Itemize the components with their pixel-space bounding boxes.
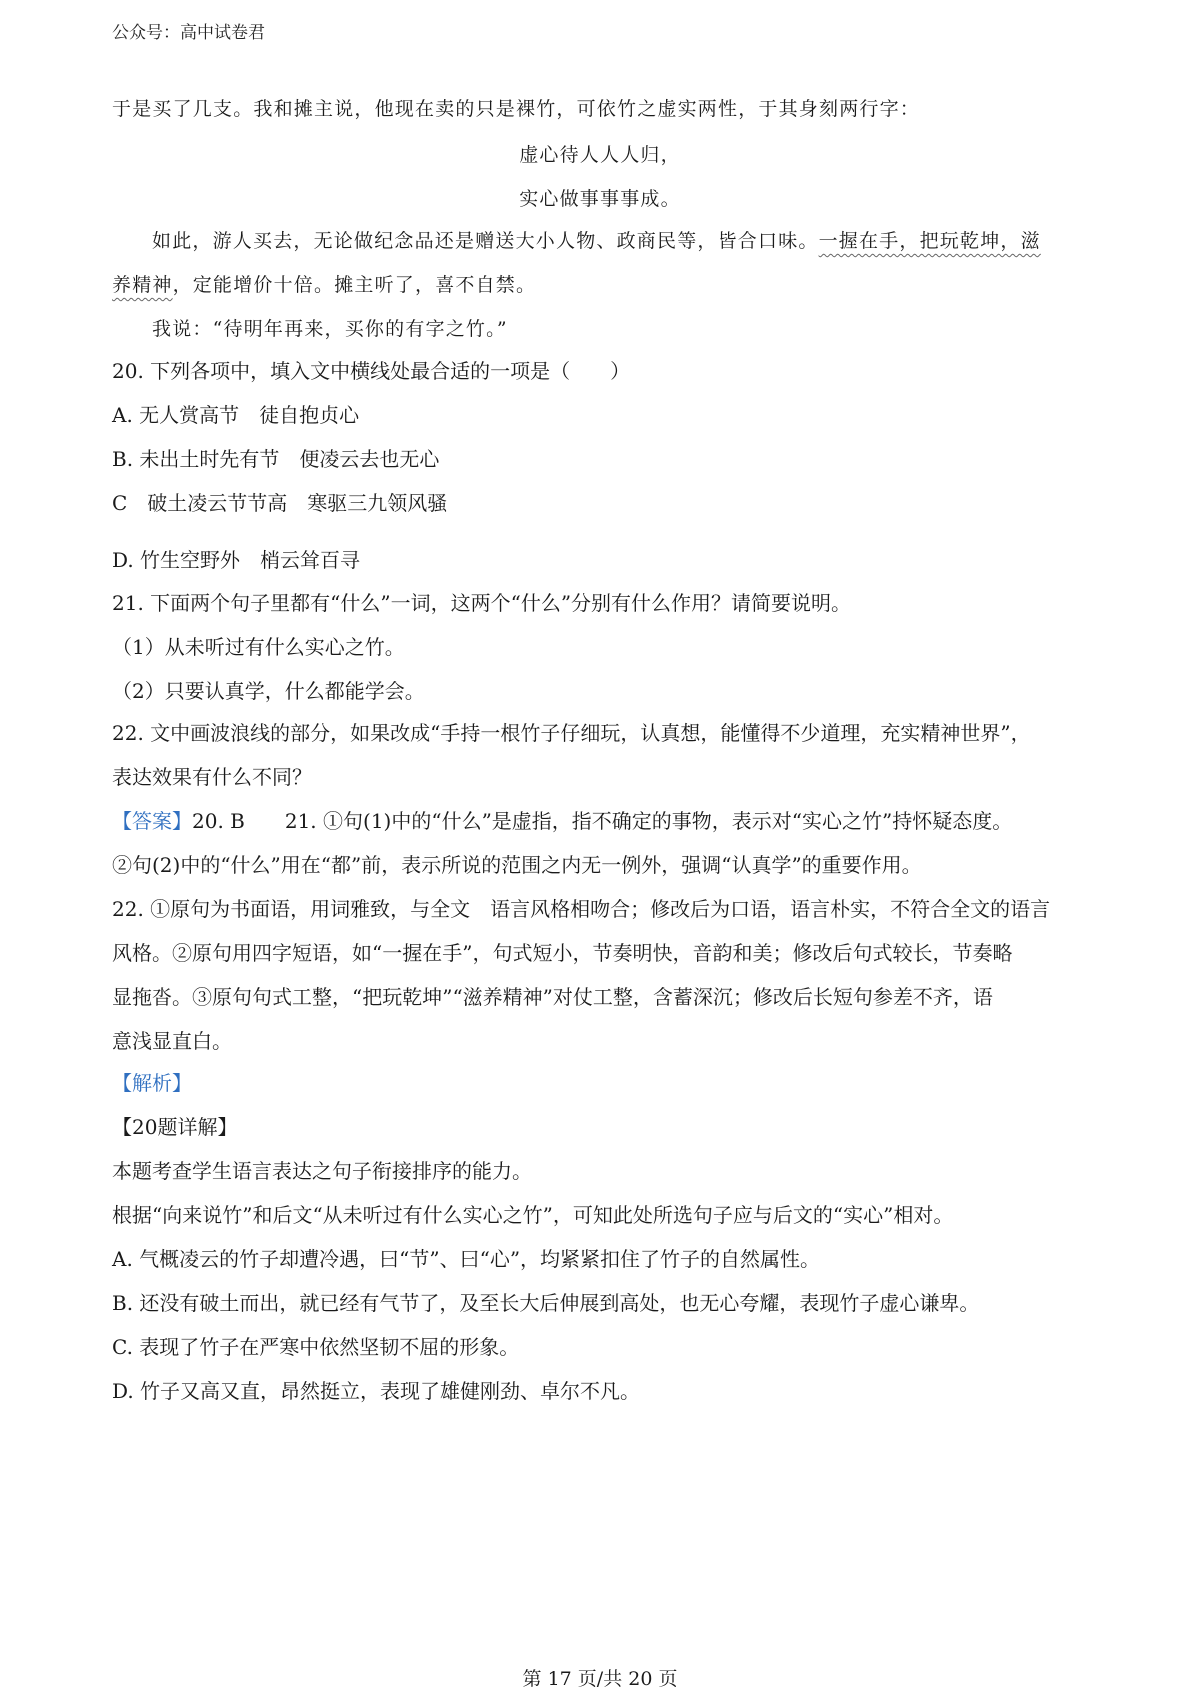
analysis-option-a: A. 气概凌云的竹子却遭冷遇，曰“节”、曰“心”，均紧紧扣住了竹子的自然属性。 bbox=[112, 1247, 821, 1271]
analysis-line-1: 本题考查学生语言表达之句子衔接排序的能力。 bbox=[112, 1159, 532, 1183]
wavy-underlined-text-2: 养精神 bbox=[112, 274, 173, 296]
wavy-underlined-text-1: 一握在手，把玩乾坤，滋 bbox=[818, 230, 1041, 252]
question-21-sentence-2: （2）只要认真学，什么都能学会。 bbox=[112, 679, 425, 703]
passage-line-1: 于是买了几支。我和摊主说，他现在卖的只是裸竹，可依竹之虚实两性，于其身刻两行字： bbox=[112, 98, 921, 120]
answer-line-5: 显拖沓。③原句句式工整，“把玩乾坤”“滋养精神”对仗工整，含蓄深沉；修改后长短句参差不齐，语 bbox=[112, 985, 993, 1009]
analysis-option-c: C. 表现了竹子在严寒中依然坚韧不屈的形象。 bbox=[112, 1335, 520, 1359]
answer-line-6: 意浅显直白。 bbox=[112, 1029, 232, 1053]
question-20: 20. 下列各项中，填入文中横线处最合适的一项是（ ） bbox=[112, 359, 631, 383]
passage-paragraph-2-line-1 bbox=[152, 228, 1041, 254]
couplet-line-2: 实心做事事事成。 bbox=[519, 188, 681, 210]
answer-line-3: 22. ①原句为书面语，用词雅致，与全文 语言风格相吻合；修改后为口语，语言朴实，不符合全文的语言 bbox=[112, 897, 1051, 921]
answer-label: 【答案】 bbox=[112, 809, 192, 833]
question-20-option-a: A. 无人赏高节 徒自抱贞心 bbox=[112, 403, 360, 427]
question-22-line-1: 22. 文中画波浪线的部分，如果改成“手持一根竹子仔细玩，认真想，能懂得不少道理，充实精神世界”， bbox=[112, 721, 1031, 745]
analysis-label: 【解析】 bbox=[112, 1071, 192, 1095]
question-20-option-c: C 破土凌云节节高 寒驱三九领风骚 bbox=[112, 491, 448, 515]
passage-p2-start: 如此，游人买去，无论做纪念品还是赠送大小人物、政商民等，皆合口味。 bbox=[152, 230, 819, 252]
analysis-option-b: B. 还没有破土而出，就已经有气节了，及至长大后伸展到高处，也无心夸耀，表现竹子虚心谦卑。 bbox=[112, 1291, 980, 1315]
question-21: 21. 下面两个句子里都有“什么”一词，这两个“什么”分别有什么作用？请简要说明。 bbox=[112, 591, 852, 615]
question-21-sentence-1: （1）从未听过有什么实心之竹。 bbox=[112, 635, 405, 659]
analysis-option-d: D. 竹子又高又直，昂然挺立，表现了雄健刚劲、卓尔不凡。 bbox=[112, 1379, 641, 1403]
passage-p2-end: ，定能增价十倍。摊主听了，喜不自禁。 bbox=[172, 274, 537, 296]
answer-text-1: 20. B 21. ①句(1)中的“什么”是虚指，指不确定的事物，表示对“实心之竹”持怀疑态度。 bbox=[192, 809, 1013, 833]
passage-paragraph-2-line-2 bbox=[112, 272, 536, 298]
question-22-line-2: 表达效果有什么不同？ bbox=[112, 765, 312, 789]
question-20-option-d: D. 竹生空野外 梢云耸百寻 bbox=[112, 548, 361, 572]
q20-detail-heading: 【20题详解】 bbox=[112, 1115, 238, 1139]
page-number: 第 17 页/共 20 页 bbox=[522, 1668, 678, 1690]
answer-line-4: 风格。②原句用四字短语，如“一握在手”，句式短小，节奏明快，音韵和美；修改后句式较长，节奏略 bbox=[112, 941, 1013, 965]
source-header: 公众号：高中试卷君 bbox=[112, 23, 265, 43]
passage-paragraph-3: 我说：“待明年再来，买你的有字之竹。” bbox=[152, 318, 508, 340]
question-20-option-b: B. 未出土时先有节 便凌云去也无心 bbox=[112, 447, 440, 471]
answer-line-1 bbox=[112, 808, 1012, 834]
answer-line-2: ②句(2)中的“什么”用在“都”前，表示所说的范围之内无一例外，强调“认真学”的重要作用。 bbox=[112, 853, 922, 877]
couplet-line-1: 虚心待人人人归， bbox=[519, 144, 681, 166]
analysis-line-2: 根据“向来说竹”和后文“从未听过有什么实心之竹”，可知此处所选句子应与后文的“实心”相对。 bbox=[112, 1203, 954, 1227]
